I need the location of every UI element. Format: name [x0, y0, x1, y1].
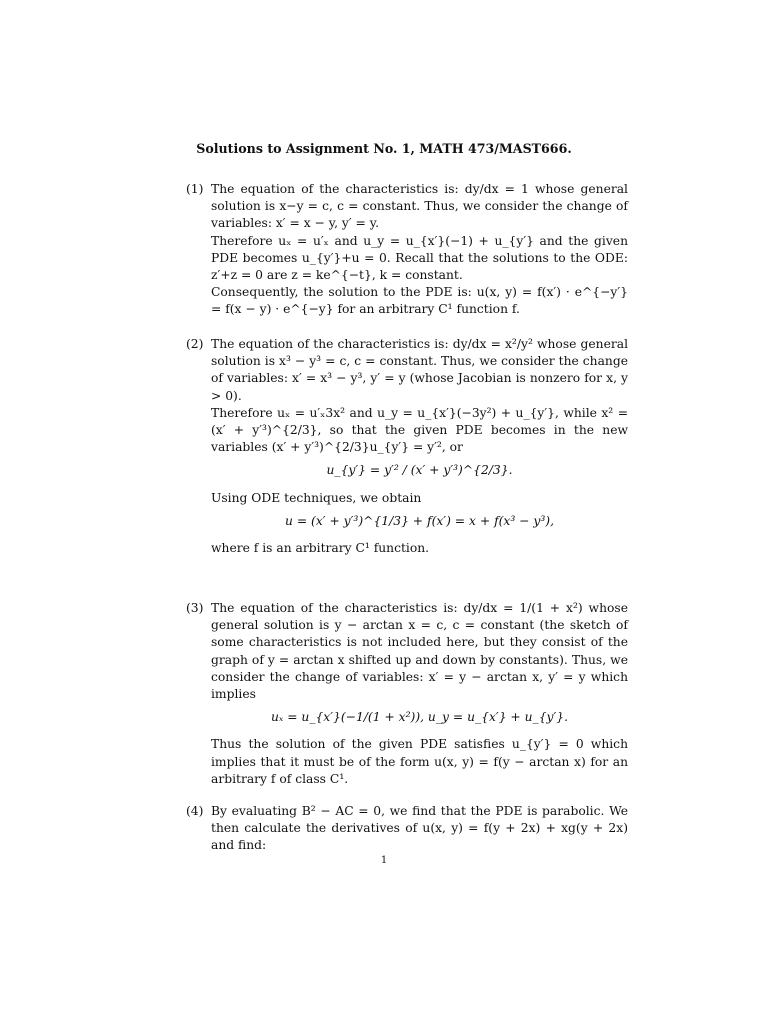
item-number: (1) [186, 182, 204, 196]
paragraph: The equation of the characteristics is: dy/dx = 1 whose general solution is x−y = c, c = constant. Thus, we consider the change of variables: x′ = x − y, y′ = y. [211, 182, 628, 231]
paragraph: By evaluating B² − AC = 0, we find that the PDE is parabolic. We then calculate the derivatives of u(x, y) = f(y + 2x) + xg(y + 2x) and find: [211, 804, 628, 853]
solution-item-2 [186, 336, 628, 557]
paragraph: The equation of the characteristics is: dy/dx = 1/(1 + x²) whose general solution is y − arctan x = c, c = constant (the sketch of some characteristics is not included here, but they consist of the graph of y = arctan x shifted up and down by constants). Thus, we consider the change of variables: x′ = y − arctan x, y′ = y which implies [211, 601, 628, 702]
solution-item-3 [186, 600, 628, 788]
paragraph: Therefore uₓ = u′ₓ and u_y = u_{x′}(−1) + u_{y′} and the given PDE becomes u_{y′}+u = 0. Recall that the solutions to the ODE: z′+z = 0 are z = ke^{−t}, k = constant. [211, 233, 628, 283]
paragraph: Consequently, the solution to the PDE is: u(x, y) = f(x′) · e^{−y′} = f(x − y) · e^{−y} for an arbitrary C¹ function f. [211, 285, 628, 317]
paragraph: Therefore uₓ = u′ₓ3x² and u_y = u_{x′}(−3y²) + u_{y′}, while x² = (x′ + y′³)^{2/3}, so that the given PDE becomes in the new variables (x′ + y′³)^{2/3}u_{y′} = y′², or [211, 405, 628, 455]
display-equation: uₓ = u_{x′}(−1/(1 + x²)), u_y = u_{x′} + u_{y′}. [271, 710, 568, 725]
page-title: Solutions to Assignment No. 1, MATH 473/MAST666. [196, 141, 572, 156]
paragraph: where f is an arbitrary C¹ function. [211, 541, 430, 556]
item-number: (4) [186, 804, 204, 818]
paragraph: The equation of the characteristics is: dy/dx = x²/y² whose general solution is x³ − y³ = c, c = constant. Thus, we consider the change of variables: x′ = x³ − y³, y′ = y (whose Jacobian is nonzero for x, y > 0). [211, 337, 628, 403]
paragraph: Thus the solution of the given PDE satisfies u_{y′} = 0 which implies that it must be of the form u(x, y) = f(y − arctan x) for an arbitrary f of class C¹. [211, 737, 628, 786]
item-number: (2) [186, 337, 204, 351]
solution-item-4 [186, 803, 628, 855]
display-equation: u_{y′} = y′² / (x′ + y′³)^{2/3}. [326, 463, 513, 478]
paragraph: Using ODE techniques, we obtain [211, 490, 422, 505]
page-number: 1 [380, 855, 388, 866]
display-equation: u = (x′ + y′³)^{1/3} + f(x′) = x + f(x³ − y³), [285, 513, 554, 528]
solution-item-1 [186, 181, 628, 319]
item-number: (3) [186, 601, 204, 615]
